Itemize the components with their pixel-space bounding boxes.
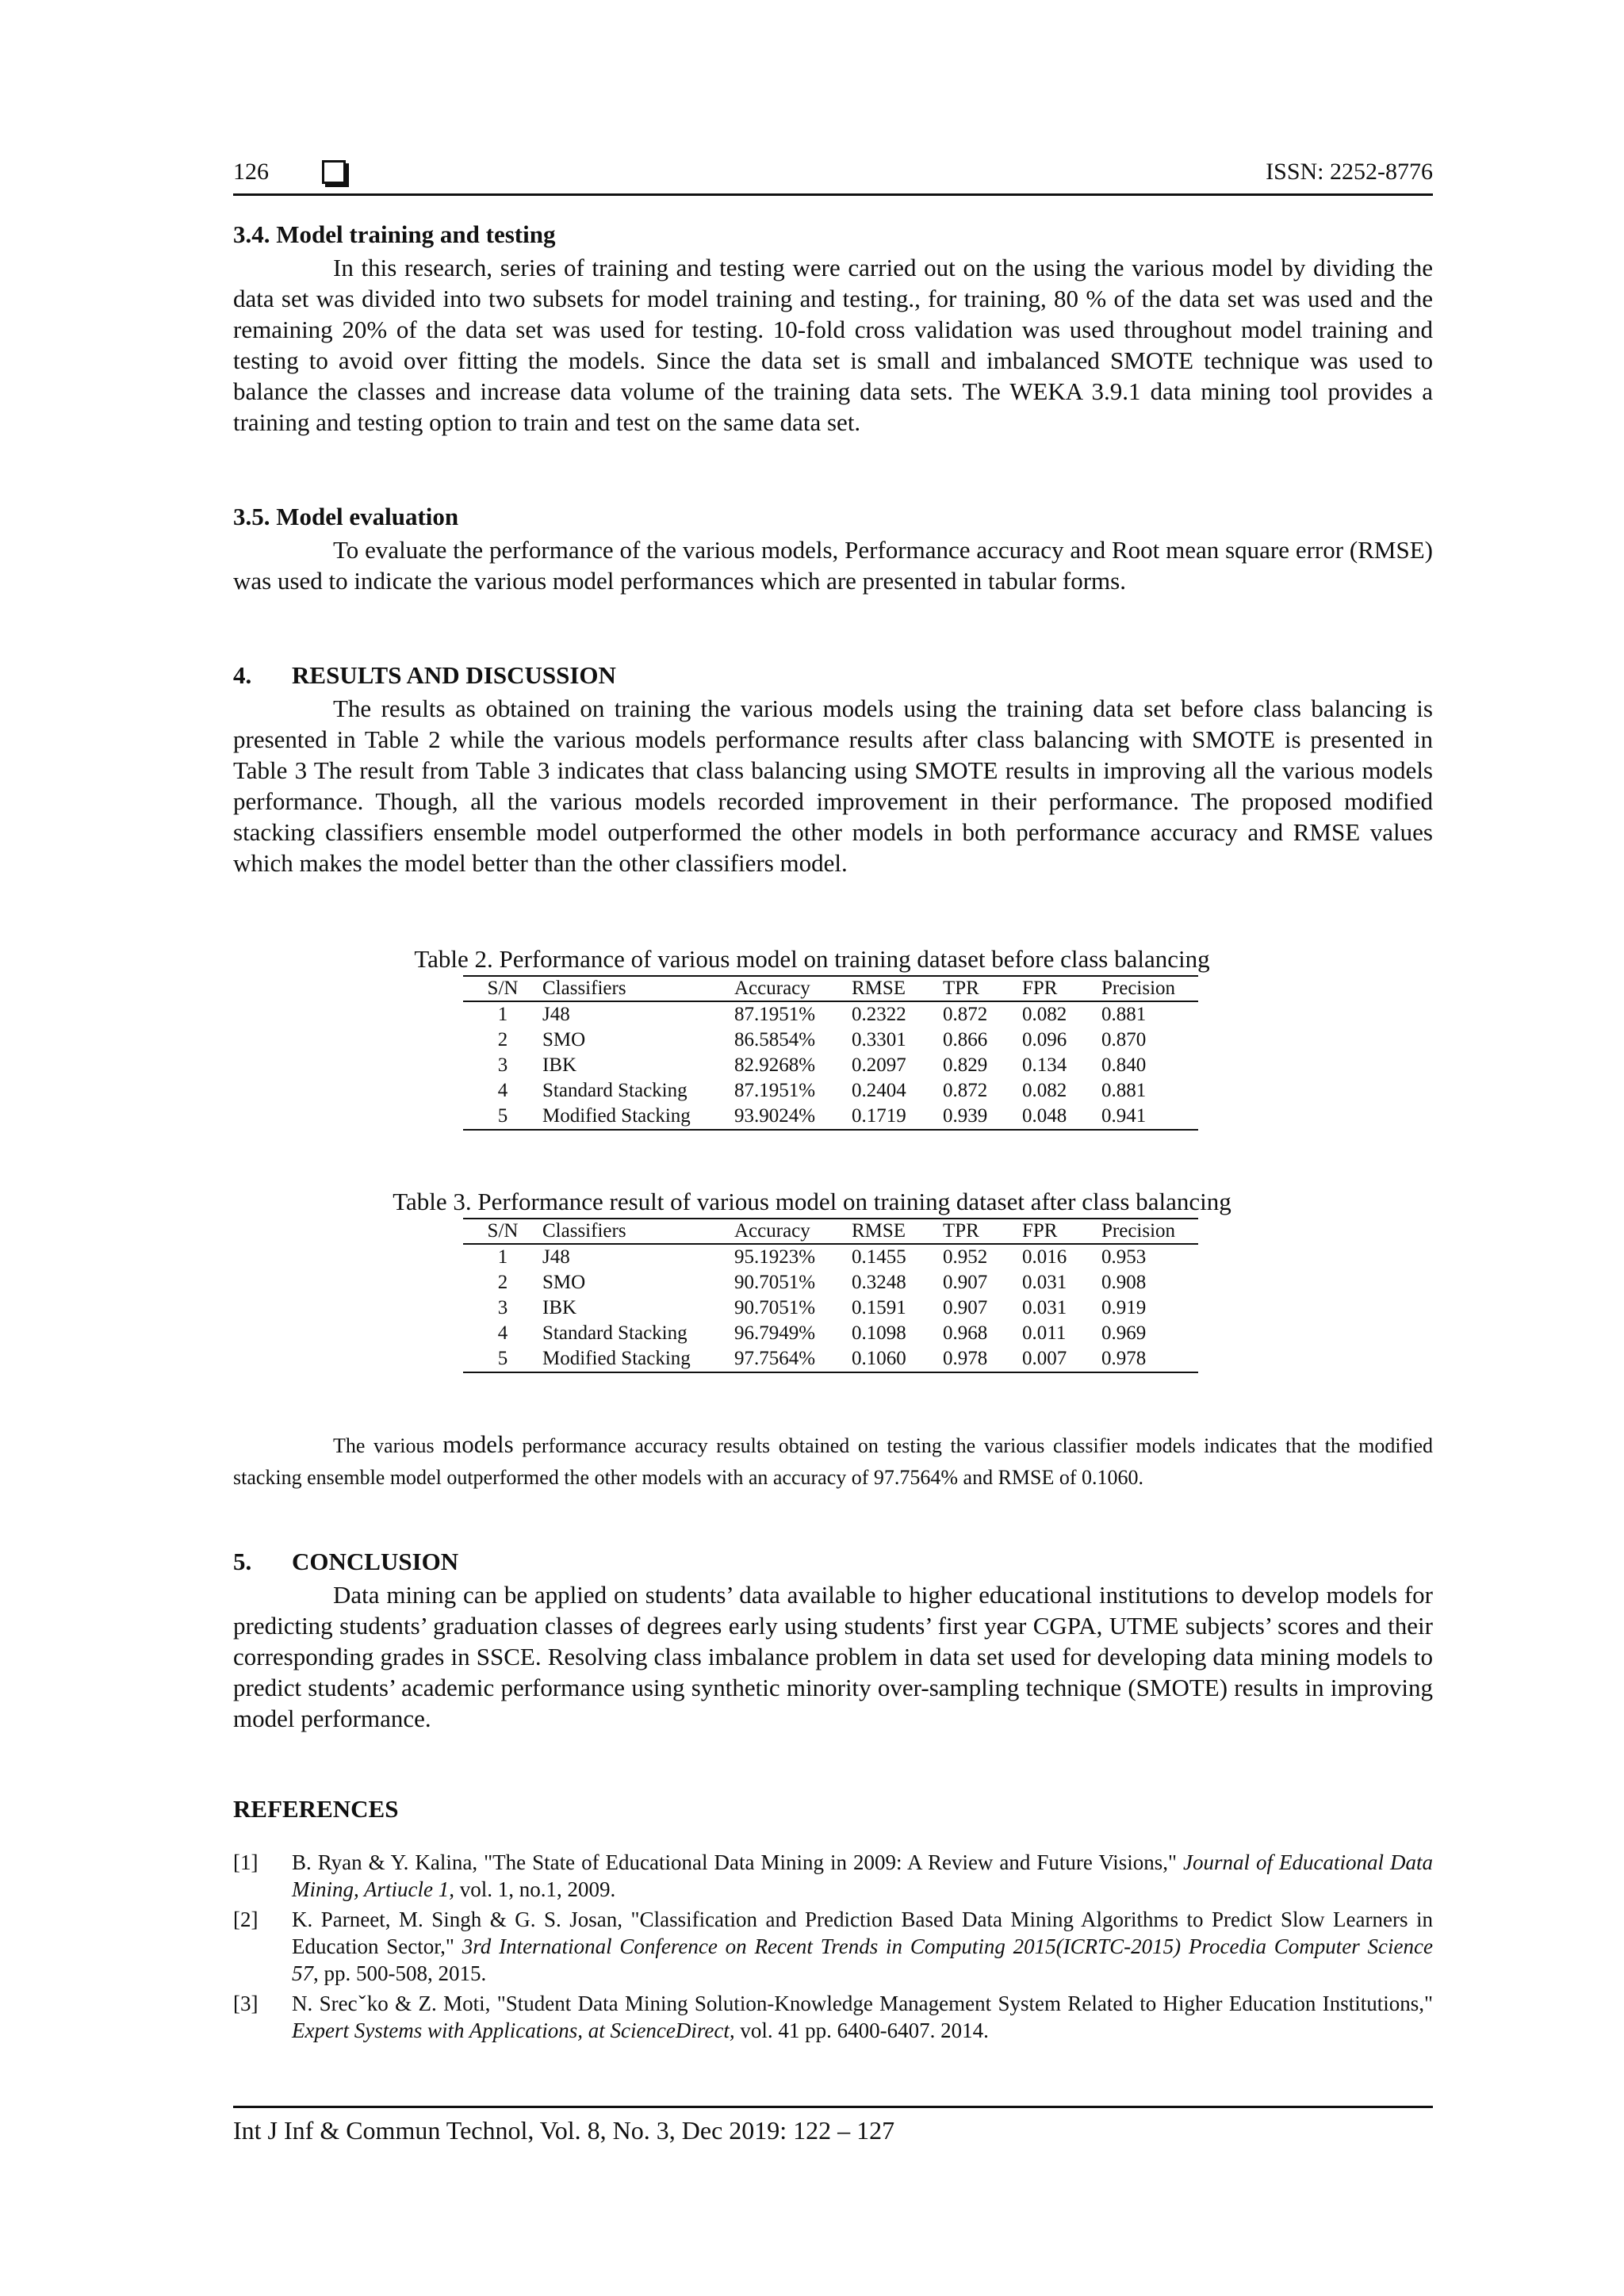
reference-number: [2]: [233, 1908, 259, 1931]
reference-text: , pp. 500-508, 2015.: [313, 1961, 487, 1985]
table-cell: 5: [463, 1346, 542, 1372]
reference-number: [3]: [233, 1992, 259, 2015]
paragraph: To evaluate the performance of the various models, Performance accuracy and Root mean square error (RMSE) was used to indicate the various model performances which are presented in tabular forms.: [233, 536, 1433, 595]
table-row: [463, 1321, 1198, 1346]
square-bullet-icon: [322, 160, 346, 184]
column-header: TPR: [943, 976, 1022, 1001]
table-cell: 0.3248: [852, 1272, 906, 1293]
table-cell: 82.9268%: [734, 1054, 816, 1076]
table-cell: 0.908: [1101, 1272, 1147, 1293]
column-header: RMSE: [852, 976, 943, 1001]
note-emphasis: models: [442, 1430, 514, 1458]
table-cell: 0.048: [1022, 1104, 1101, 1130]
table-cell: 0.3301: [852, 1029, 906, 1050]
column-header: FPR: [1022, 1219, 1101, 1244]
table-cell: 93.9024%: [734, 1104, 852, 1130]
table-cell: 0.1060: [852, 1346, 943, 1372]
column-header: FPR: [1022, 976, 1101, 1001]
section-number: 4.: [233, 661, 252, 689]
table-cell: 0.011: [1022, 1322, 1067, 1344]
reference-text: vol. 41 pp. 6400-6407. 2014.: [734, 2019, 989, 2042]
reference-source: Journal of Educational Data Mining, Artiucle 1,: [292, 1850, 1433, 1901]
table-cell: 90.7051%: [734, 1297, 816, 1318]
table-cell: 0.2097: [852, 1054, 906, 1076]
table-header-row: [463, 976, 1198, 1001]
table-cell: IBK: [542, 1054, 577, 1076]
footer-citation: Int J Inf & Commun Technol, Vol. 8, No. 3, Dec 2019: 122 – 127: [233, 2116, 895, 2145]
reference-text: N. Srecˇko & Z. Moti, "Student Data Mining Solution-Knowledge Management System Related to Higher Education Institutions,": [292, 1992, 1433, 2015]
table-cell: 0.881: [1101, 1004, 1147, 1025]
references-heading: REFERENCES: [233, 1795, 399, 1823]
table-cell: 0.978: [1101, 1346, 1198, 1372]
table2-caption: Table 2. Performance of various model on training dataset before class balancing: [414, 945, 1210, 973]
section-number: 5.: [233, 1548, 252, 1575]
table-cell: 0.881: [1101, 1080, 1147, 1101]
table-row: [463, 1295, 1198, 1321]
table-cell: 3: [497, 1297, 508, 1318]
section-5-body: [233, 1579, 1433, 1734]
table-cell: 0.941: [1101, 1104, 1198, 1130]
reference-item: [233, 1849, 1433, 1903]
column-header: S/N: [463, 976, 542, 1001]
column-header: Precision: [1101, 1219, 1198, 1244]
table-cell: 0.1591: [852, 1297, 906, 1318]
reference-source: 3rd International Conference on Recent Trends in Computing 2015(ICRTC-2015) Procedia Computer Science 57: [292, 1934, 1433, 1985]
table-cell: 3: [497, 1054, 508, 1076]
table-cell: 90.7051%: [734, 1272, 816, 1293]
table-cell: 0.907: [943, 1297, 988, 1318]
table-cell: 2: [497, 1029, 508, 1050]
table-cell: 0.031: [1022, 1297, 1067, 1318]
note-text: The various: [333, 1434, 443, 1457]
table-cell: 0.969: [1101, 1322, 1147, 1344]
page-number: 126: [233, 159, 269, 185]
table-cell: IBK: [542, 1297, 577, 1318]
table-cell: 0.134: [1022, 1054, 1067, 1076]
column-header: TPR: [943, 1219, 1022, 1244]
page-footer: [233, 2106, 1433, 2145]
table-cell: 2: [497, 1272, 508, 1293]
column-header: Classifiers: [542, 1219, 734, 1244]
references-list: [233, 1849, 1433, 2047]
table-row: [463, 1027, 1198, 1053]
issn-label: ISSN: 2252-8776: [1266, 159, 1433, 185]
table-cell: 0.840: [1101, 1054, 1147, 1076]
table-cell: 87.1951%: [734, 1004, 816, 1025]
table-cell: J48: [542, 1004, 570, 1025]
table-cell: SMO: [542, 1272, 586, 1293]
table-cell: 0.096: [1022, 1029, 1067, 1050]
table3-caption: Table 3. Performance result of various model on training dataset after class balancing: [393, 1188, 1231, 1215]
table-row: [463, 1244, 1198, 1270]
table-cell: Modified Stacking: [542, 1346, 734, 1372]
table-cell: 0.082: [1022, 1080, 1067, 1101]
reference-number: [1]: [233, 1850, 259, 1874]
table-cell: 0.007: [1022, 1346, 1101, 1372]
table-cell: 0.939: [943, 1104, 1022, 1130]
table-cell: 0.953: [1101, 1246, 1147, 1268]
table-cell: 4: [497, 1322, 508, 1344]
table-cell: 0.978: [943, 1346, 1022, 1372]
table-cell: 4: [497, 1080, 508, 1101]
table-cell: 0.952: [943, 1246, 988, 1268]
table-cell: Standard Stacking: [542, 1080, 688, 1101]
column-header: Accuracy: [734, 1219, 852, 1244]
table-cell: 0.2404: [852, 1080, 906, 1101]
table-cell: J48: [542, 1246, 570, 1268]
section-4-body: [233, 693, 1433, 878]
results-note: [233, 1429, 1433, 1494]
table-cell: 1: [497, 1246, 508, 1268]
reference-item: [233, 1990, 1433, 2044]
section-title: RESULTS AND DISCUSSION: [292, 661, 616, 689]
table-cell: 0.907: [943, 1272, 988, 1293]
table-cell: 0.2322: [852, 1004, 906, 1025]
table-cell: 0.1455: [852, 1246, 906, 1268]
column-header: S/N: [463, 1219, 542, 1244]
section-5-heading: [233, 1548, 458, 1576]
table-header-row: [463, 1219, 1198, 1244]
table-cell: 0.082: [1022, 1004, 1067, 1025]
table2: [463, 975, 1198, 1131]
reference-text: K. Parneet, M. Singh & G. S. Josan, "Classification and Prediction Based Data Mining Algorithms to Predict Slow Learners in Education Sector,": [292, 1908, 1433, 1958]
column-header: Precision: [1101, 976, 1198, 1001]
section-3-5-body: [233, 534, 1433, 596]
table-cell: 1: [497, 1004, 508, 1025]
table-cell: 0.872: [943, 1004, 988, 1025]
table-cell: 0.829: [943, 1054, 988, 1076]
table-cell: Modified Stacking: [542, 1104, 734, 1130]
section-3-4-heading: 3.4. Model training and testing: [233, 220, 556, 248]
table-cell: 87.1951%: [734, 1080, 816, 1101]
table-cell: 97.7564%: [734, 1346, 852, 1372]
page-header: [233, 155, 1433, 196]
table-row: [463, 1078, 1198, 1104]
table-cell: 0.031: [1022, 1272, 1067, 1293]
table3: [463, 1218, 1198, 1373]
table-cell: SMO: [542, 1029, 586, 1050]
table-cell: 0.870: [1101, 1029, 1147, 1050]
column-header: Accuracy: [734, 976, 852, 1001]
table-cell: 0.016: [1022, 1246, 1067, 1268]
table-cell: Standard Stacking: [542, 1322, 688, 1344]
table-cell: 0.968: [943, 1322, 988, 1344]
section-4-heading: [233, 661, 616, 690]
section-3-5-heading: 3.5. Model evaluation: [233, 503, 459, 530]
reference-text: vol. 1, no.1, 2009.: [454, 1877, 616, 1901]
table-cell: 0.1719: [852, 1104, 943, 1130]
table-row: [463, 1270, 1198, 1295]
table-row: [463, 1104, 1198, 1130]
paragraph: The results as obtained on training the various models using the training data set before class balancing is presented in Table 2 while the various models performance results after class balancing with SMOTE is presented in Table 3 The result from Table 3 indicates that class balancing using SMOTE results in improving all the various models performance. Though, all the various models recorded improvement in their performance. The proposed modified stacking classifiers ensemble model outperformed the other models in both performance accuracy and RMSE values which makes the model better than the other classifiers model.: [233, 695, 1433, 877]
column-header: Classifiers: [542, 976, 734, 1001]
reference-source: Expert Systems with Applications, at ScienceDirect,: [292, 2019, 735, 2042]
section-title: CONCLUSION: [292, 1548, 459, 1575]
table-cell: 0.866: [943, 1029, 988, 1050]
table-cell: 95.1923%: [734, 1246, 816, 1268]
table-cell: 96.7949%: [734, 1322, 816, 1344]
table-cell: 0.872: [943, 1080, 988, 1101]
table-cell: 0.1098: [852, 1322, 906, 1344]
table-row: [463, 1346, 1198, 1372]
table-cell: 86.5854%: [734, 1029, 816, 1050]
table-row: [463, 1053, 1198, 1078]
table-row: [463, 1001, 1198, 1027]
section-3-4-body: [233, 252, 1433, 438]
paragraph: In this research, series of training and testing were carried out on the using the various model by dividing the data set was divided into two subsets for model training and testing., for training, 80 % of the data set was used and the remaining 20% of the data set was used for testing. 10-fold cross validation was used throughout model training and testing to avoid over fitting the models. Since the data set is small and imbalanced SMOTE technique was used to balance the classes and increase data volume of the training data sets. The WEKA 3.9.1 data mining tool provides a training and testing option to train and test on the same data set.: [233, 254, 1433, 436]
column-header: RMSE: [852, 1219, 943, 1244]
paragraph: Data mining can be applied on students’ data available to higher educational institutions to develop models for predicting students’ graduation classes of degrees early using students’ first year CGPA, UTME subjects’ scores and their corresponding grades in SSCE. Resolving class imbalance problem in data set used for developing data mining models to predict students’ academic performance using synthetic minority over-sampling technique (SMOTE) results in improving model performance.: [233, 1581, 1433, 1732]
reference-item: [233, 1906, 1433, 1987]
paragraph: [233, 1429, 1433, 1494]
reference-text: B. Ryan & Y. Kalina, "The State of Educational Data Mining in 2009: A Review and Future Visions,": [292, 1850, 1184, 1874]
note-text: performance accuracy results obtained on testing the various classifier models indicates that the modified stacking ensemble model outperformed the other models with an accuracy of 97.7564% and RMSE of 0.1060.: [233, 1434, 1433, 1489]
table-cell: 0.919: [1101, 1297, 1147, 1318]
table-cell: 5: [463, 1104, 542, 1130]
